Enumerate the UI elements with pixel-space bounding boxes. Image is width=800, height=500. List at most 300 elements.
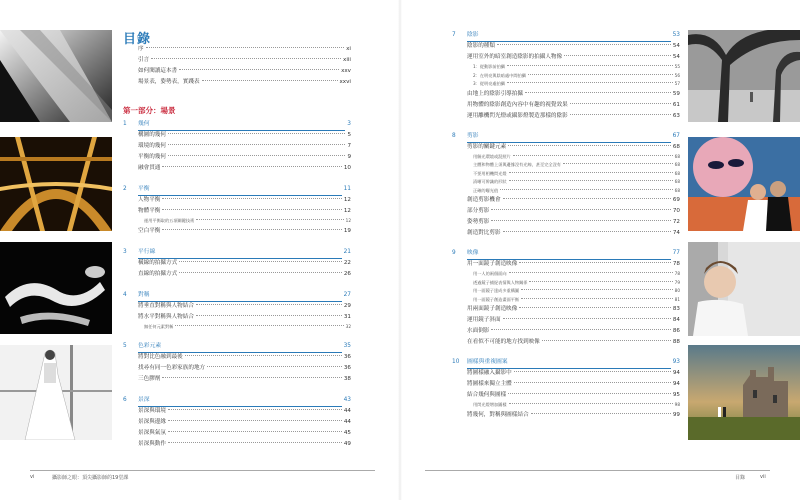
chapter-name: 剪影 [467,131,671,143]
entry-title: 直線的拍攝方式 [138,270,178,277]
entry-title: 創造對比剪影 [467,230,501,236]
entry-page: 7 [347,143,351,149]
section-footer: 目錄 [735,475,746,481]
toc-entry[interactable] [467,89,680,100]
entry-page: 83 [672,306,680,312]
entry-title: 在看似不可能的地方找到映像 [467,339,540,345]
entry-title: 用一人的兩個面向 [473,271,507,276]
page-number-right: vii [760,474,766,480]
toc-subentry[interactable] [467,279,680,288]
entry-page: 9 [347,154,351,160]
entry-page: 61 [672,101,680,108]
leader-dots [519,262,671,263]
toc-subentry[interactable] [467,401,680,410]
entry-page: 84 [672,317,680,323]
toc-entry[interactable] [467,142,680,153]
toc-subentry[interactable] [467,72,680,81]
leader-dots [531,413,671,414]
chapter-number: 5 [123,343,127,349]
entry-title: 運用平衡取的五項關鍵技術 [144,218,195,223]
leader-dots [500,189,673,190]
entry-page: 68 [674,153,680,159]
leader-dots [196,219,343,220]
entry-page: 68 [674,179,680,184]
entry-title: 將圖樣來獨立主體 [467,381,512,387]
footer-rule-left [30,470,375,471]
leader-dots [207,366,342,367]
chapter-page: 27 [343,291,351,298]
leader-dots [509,172,673,173]
entry-title: 找尋有同一色彩家族的地方 [138,365,206,371]
chapter-6 [123,395,351,450]
leader-dots [563,163,673,164]
toc-entry[interactable] [467,259,680,270]
toc-entry[interactable] [467,315,680,326]
entry-page: 29 [343,302,351,309]
entry-title: 用閃光燈增加圖樣 [473,402,507,407]
entry-page: 72 [672,219,680,225]
entry-page: xxv [341,68,351,74]
toc-entry[interactable] [138,206,351,217]
toc-subentry[interactable] [467,270,680,279]
chapter-5 [123,341,351,385]
chapter-entries [452,142,680,240]
chapter-page: 67 [672,132,680,139]
toc-subentry[interactable] [467,63,680,72]
entry-title: 三色膠劑 [138,376,161,382]
front-matter [138,44,351,88]
entry-page: 36 [343,354,351,360]
toc-entry[interactable] [138,44,351,55]
chapter-heading[interactable] [452,30,680,41]
leader-dots [162,209,341,210]
leader-dots [509,403,673,404]
toc-entry[interactable] [467,304,680,315]
entry-title: 平衡的幾何 [138,154,166,160]
entry-title: 構圖的幾何 [138,132,166,138]
leader-dots [529,281,672,282]
entry-title: 運用離機閃光燈或攝影燈製造那樣的陰影 [467,112,568,119]
toc-entry[interactable] [467,41,680,52]
leader-dots [507,65,673,66]
toc-entry[interactable] [467,217,680,228]
leader-dots [491,209,670,210]
footer-rule-right [425,470,770,471]
toc-subentry[interactable] [138,217,351,226]
entry-title: 用物體的陰影創造內容中有趣的視覺效果 [467,101,568,108]
entry-page: 31 [343,313,351,320]
toc-entry[interactable] [138,312,351,323]
toc-entry[interactable] [138,301,351,312]
entry-page: 49 [343,441,351,447]
leader-dots [179,69,339,70]
leader-dots [509,272,673,273]
chapter-entries [452,41,680,122]
chapter-number: 9 [452,250,456,256]
entry-page: 74 [672,230,680,236]
entry-page: 36 [343,365,351,371]
leader-dots [570,103,671,104]
chapter-page: 35 [343,343,351,349]
chapter-number: 8 [452,132,456,139]
leader-dots [503,198,671,199]
entry-title: 部分剪影 [467,208,490,214]
entry-page: 94 [672,370,680,376]
entry-title: 融會貫通 [138,165,161,171]
toc-entry[interactable] [138,130,351,141]
chapter-entries [123,406,351,450]
toc-entry[interactable] [138,374,351,385]
chapter-entries [123,258,351,280]
toc-subentry[interactable] [467,161,680,170]
toc-entry[interactable] [467,52,680,63]
entry-page: 98 [674,402,680,407]
entry-title: 將對比色融到最後 [138,354,183,360]
chapter-9 [452,248,680,348]
toc-entry[interactable] [138,406,351,417]
entry-title: 將水平對稱與人物結合 [138,313,194,320]
entry-page: 5 [347,132,351,138]
leader-dots [564,55,671,56]
leader-dots [162,377,341,378]
chapter-3 [123,247,351,280]
entry-page: 44 [343,419,351,425]
toc-entry[interactable] [138,417,351,428]
chapter-page: 11 [343,186,351,192]
entry-title: 透過鏡子捕捉表情與人物關係 [473,279,528,285]
toc-entry[interactable] [138,77,351,88]
chapter-heading[interactable] [123,290,351,301]
leader-dots [175,325,343,326]
entry-title: 主體和物體上須與邊緣沒有光線，甚至完全沒有 [473,162,561,167]
entry-page: 80 [674,288,680,293]
entry-title: 用一面鏡子達成多重構圖 [473,288,520,293]
toc-entry[interactable] [138,163,351,174]
chapter-1 [123,119,351,174]
leader-dots [168,420,342,421]
chapter-page: 77 [672,250,680,256]
entry-page: 19 [343,227,351,234]
chapter-entries [452,259,680,348]
chapter-name: 幾何 [138,119,345,131]
toc-entry[interactable] [467,368,680,379]
entry-page: 54 [672,54,680,60]
leader-dots [513,155,673,156]
leader-dots [508,145,671,146]
entry-title: 環境的幾何 [138,143,166,149]
entry-title: 景深與氣氛 [138,430,166,436]
entry-page: 26 [343,270,351,277]
toc-entry[interactable] [138,439,351,450]
toc-entry[interactable] [467,326,680,337]
entry-page: 68 [674,187,680,193]
photo-bodyscape [0,242,112,334]
entry-title: 2：在明亮與陰暗處中間拍攝 [473,72,526,78]
book-gutter [398,0,402,500]
entry-title: 用解光環境或混照片 [473,153,511,159]
leader-dots [497,44,671,45]
entry-title: 姿勢剪影 [467,219,490,225]
entry-page: 95 [672,392,680,398]
leader-dots [491,329,670,330]
leader-dots [570,114,671,115]
chapter-name: 平行線 [138,247,342,259]
leader-dots [521,298,673,299]
leader-dots [525,92,671,93]
toc-entry[interactable] [467,206,680,217]
chapter-name: 陰影 [467,30,671,42]
toc-entry[interactable] [138,363,351,374]
entry-title: 不要用相機閃光燈 [473,170,507,176]
chapter-number: 6 [123,397,127,403]
photo-architecture [0,30,112,122]
chapter-page: 21 [343,248,351,255]
toc-entry[interactable] [467,100,680,111]
chapter-7 [452,30,680,122]
chapter-page: 93 [672,359,680,365]
leader-dots [162,198,341,199]
entry-page: 56 [674,72,680,78]
entry-page: 59 [672,90,680,97]
chapter-heading[interactable] [452,131,680,142]
entry-page: 32 [345,323,351,329]
toc-entry[interactable] [138,352,351,363]
leader-dots [196,315,342,316]
chapter-number: 7 [452,32,456,38]
chapter-name: 映像 [467,248,671,260]
leader-dots [202,80,338,81]
chapter-heading[interactable] [123,395,351,406]
leader-dots [168,442,342,443]
entry-title: 景深與邊緣 [138,419,166,425]
entry-page: 68 [674,162,680,167]
chapter-page: 53 [672,32,680,38]
photo-castle-ruins [688,345,800,440]
leader-dots [528,74,673,75]
leader-dots [542,340,671,341]
leader-dots [162,229,341,230]
leader-dots [503,231,671,232]
toc-entry[interactable] [467,111,680,122]
entry-title: 物體平衡 [138,208,161,214]
leader-dots [168,409,342,410]
leader-dots [521,289,673,290]
entry-page: 54 [672,43,680,49]
entry-title: 無任何元素對稱 [144,323,174,329]
photo-eiffel-tower [0,137,112,231]
entry-page: 78 [672,261,680,267]
leader-dots [507,82,673,83]
entry-title: 將垂直對稱與人物結合 [138,302,194,309]
toc-entry[interactable] [467,337,680,348]
photo-oak-trees [688,30,800,122]
entry-page: 38 [343,376,351,382]
chapter-name: 景深 [138,395,342,407]
toc-entry[interactable] [467,228,680,239]
chapter-entries [123,301,351,332]
toc-entry[interactable] [467,195,680,206]
toc-subentry[interactable] [467,287,680,296]
toc-entry[interactable] [138,152,351,163]
entry-title: 運用鏡子斜面 [467,317,501,323]
toc-entry[interactable] [138,226,351,237]
entry-page: 99 [672,411,680,418]
entry-page: 55 [674,64,680,69]
chapter-entries [452,368,680,421]
entry-title: 將幾何，對稱與圖樣結合 [467,411,529,418]
entry-page: 10 [343,165,351,171]
entry-title: 3：從明亮處拍攝 [473,81,505,86]
entry-page: 68 [672,143,680,150]
leader-dots [151,58,341,59]
entry-title: 剪影的關鍵元素 [467,143,507,150]
chapter-entries [123,130,351,174]
leader-dots [514,382,671,383]
entry-title: 1：從動影前拍攝 [473,64,505,69]
entry-title: 橫線的拍攝方式 [138,259,178,266]
chapter-name: 對稱 [138,290,342,302]
entry-page: xiii [343,57,351,63]
entry-page: 94 [672,381,680,387]
leader-dots [168,431,342,432]
toc-subentry[interactable] [467,153,680,162]
entry-page: 45 [343,430,351,436]
entry-title: 景深與環境 [138,408,166,414]
leader-dots [503,318,671,319]
entry-title: 創造剪影機會 [467,197,501,203]
chapter-heading[interactable] [123,119,351,130]
toc-title: 目錄 [123,32,152,47]
leader-dots [185,355,342,356]
entry-title: 如何閱讀這本書 [138,68,178,74]
chapter-8 [452,131,680,240]
toc-entry[interactable] [138,258,351,269]
chapter-number: 1 [123,121,127,127]
entry-page: 69 [672,197,680,203]
chapter-name: 平衡 [138,184,342,196]
toc-subentry[interactable] [467,187,680,196]
chapter-entries [123,195,351,237]
entry-title: 景深與動作 [138,441,166,447]
chapter-number: 2 [123,186,127,192]
leader-dots [179,261,342,262]
chapter-heading[interactable] [452,248,680,259]
toc-subentry[interactable] [467,170,680,179]
entry-title: 清晰可辨識的形狀 [473,179,507,184]
chapter-heading[interactable] [123,184,351,195]
toc-entry[interactable] [138,141,351,152]
chapter-number: 10 [452,359,460,365]
entry-page: 79 [674,279,680,285]
toc-subentry[interactable] [467,80,680,89]
toc-entry[interactable] [138,195,351,206]
entry-title: 運用室外的暗室創造陰影的拍攝人物像 [467,54,563,60]
entry-title: 用一面鏡子創造映像 [467,261,518,267]
entry-page: 88 [672,339,680,345]
entry-page: 81 [674,296,680,302]
entry-title: 引言 [138,57,150,63]
chapter-10 [452,357,680,421]
chapter-4 [123,290,351,332]
entry-page: 68 [674,170,680,176]
entry-page: 22 [343,259,351,266]
toc-entry[interactable] [467,390,680,401]
entry-title: 由地上的陰影引導拍攝 [467,90,523,97]
toc-entry[interactable] [138,428,351,439]
page-number-left: vi [30,474,35,480]
chapter-heading[interactable] [123,247,351,258]
leader-dots [179,272,342,273]
leader-dots [509,180,673,181]
toc-entry[interactable] [138,55,351,66]
entry-page: xxvi [339,79,351,85]
leader-dots [196,304,342,305]
chapter-entries [123,352,351,385]
photo-couple-mural [688,137,800,231]
part-title: 第一部分：場景 [123,106,176,115]
leader-dots [491,220,670,221]
chapter-2 [123,184,351,237]
toc-entry[interactable] [138,66,351,77]
photo-bride-window [0,345,112,440]
chapter-name: 色彩元素 [138,341,342,353]
leader-dots [146,47,345,48]
entry-title: 正確的曝光值 [473,187,499,193]
leader-dots [519,307,671,308]
chapter-name: 圖樣與重複圖案 [467,357,671,369]
entry-title: 空白平衡 [138,227,161,234]
chapter-page: 3 [347,121,351,127]
toc-subentry[interactable] [138,323,351,332]
toc-subentry[interactable] [467,296,680,305]
entry-page: 63 [672,112,680,119]
chapter-number: 4 [123,291,127,298]
chapter-heading[interactable] [452,357,680,368]
book-title-footer: 攝影師之眼：頂尖攝影師的19堂課 [52,475,129,481]
chapter-heading[interactable] [123,341,351,352]
toc-subentry[interactable] [467,178,680,187]
entry-page: 44 [343,408,351,414]
toc-entry[interactable] [467,379,680,390]
entry-page: 12 [343,197,351,203]
entry-page: 70 [672,208,680,214]
entry-page: 12 [345,218,351,223]
entry-page: 57 [674,81,680,86]
leader-dots [168,144,345,145]
photo-bride-portrait [688,242,800,336]
entry-page: 78 [674,271,680,276]
entry-page: 12 [343,208,351,214]
entry-page: xi [346,46,351,52]
chapter-page: 43 [343,397,351,403]
leader-dots [168,133,345,134]
entry-title: 序 [138,46,144,52]
entry-title: 用一面鏡子創造畫面平衡 [473,296,520,302]
entry-page: 86 [672,328,680,334]
toc-entry[interactable] [138,269,351,280]
entry-title: 用兩面鏡子創造映像 [467,306,518,312]
entry-title: 場景表，姿勢表，實踐表 [138,79,200,85]
entry-title: 結合幾何與圖樣 [467,392,507,398]
leader-dots [162,166,341,167]
entry-title: 陰影的種類 [467,43,495,49]
leader-dots [514,371,671,372]
entry-title: 水面倒影 [467,328,490,334]
leader-dots [168,155,345,156]
entry-title: 人物平衡 [138,197,161,203]
toc-entry[interactable] [467,410,680,421]
chapter-number: 3 [123,248,127,255]
